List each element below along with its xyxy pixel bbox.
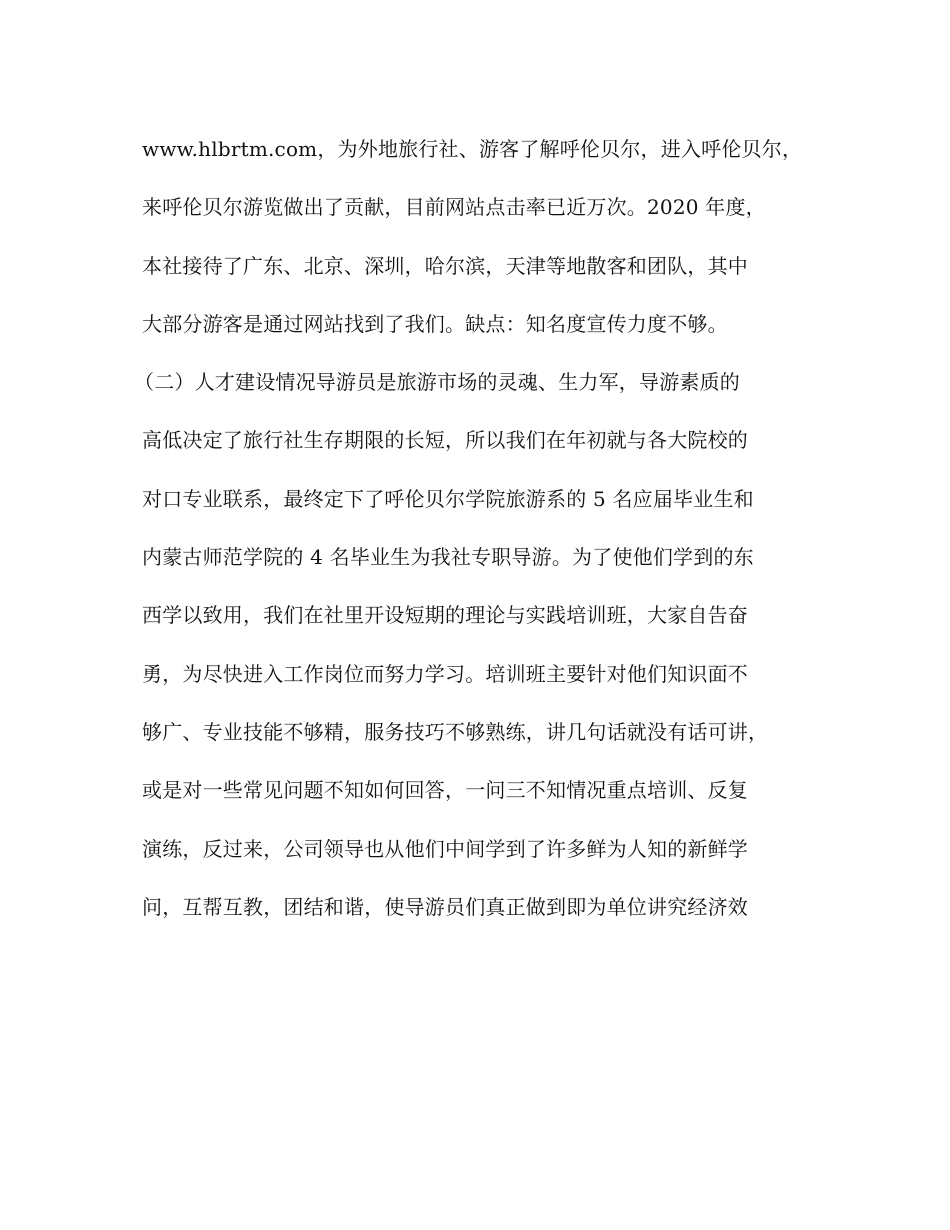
- text-line: 够广、专业技能不够精，服务技巧不够熟练，讲几句话就没有话可讲，: [142, 719, 769, 744]
- text-line: 或是对一些常见问题不知如何回答，一问三不知情况重点培训、反复: [142, 778, 748, 803]
- text-line: 大部分游客是通过网站找到了我们。缺点：知名度宣传力度不够。: [142, 311, 728, 336]
- text-line: 问，互帮互教，团结和谐，使导游员们真正做到即为单位讲究经济效: [142, 894, 748, 919]
- text-line: 对口专业联系，最终定下了呼伦贝尔学院旅游系的 5 名应届毕业生和: [142, 486, 754, 511]
- text-line: 本社接待了广东、北京、深圳，哈尔滨，天津等地散客和团队，其中: [142, 253, 748, 278]
- text-line: 勇，为尽快进入工作岗位而努力学习。培训班主要针对他们知识面不: [142, 661, 748, 686]
- text-line: 内蒙古师范学院的 4 名毕业生为我社专职导游。为了使他们学到的东: [142, 545, 754, 570]
- text-line: 来呼伦贝尔游览做出了贡献，目前网站点击率已近万次。2020 年度，: [142, 195, 766, 220]
- section-heading-line: （二）人才建设情况导游员是旅游市场的灵魂、生力军，导游素质的: [134, 370, 740, 395]
- text-line: 西学以致用，我们在社里开设短期的理论与实践培训班，大家自告奋: [142, 603, 748, 628]
- text-line: 高低决定了旅行社生存期限的长短，所以我们在年初就与各大院校的: [142, 428, 748, 453]
- text-line: www.hlbrtm.com，为外地旅行社、游客了解呼伦贝尔，进入呼伦贝尔，: [142, 137, 803, 161]
- text-line: 演练，反过来，公司领导也从他们中间学到了许多鲜为人知的新鲜学: [142, 836, 748, 861]
- body-text: [134, 120, 807, 936]
